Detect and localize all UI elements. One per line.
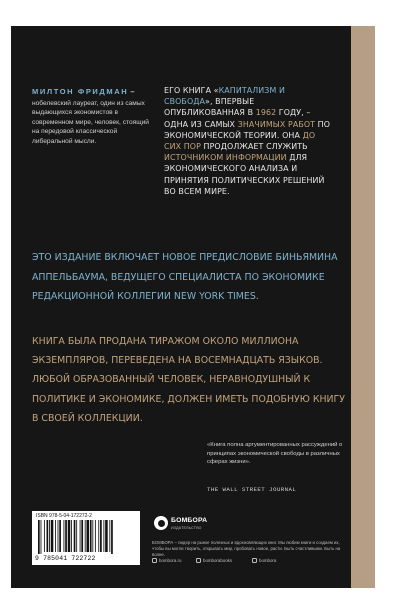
barcode-bar	[41, 520, 42, 554]
social-link-site[interactable]: bombora.ru	[152, 558, 181, 563]
back-cover	[11, 26, 351, 588]
vk-icon	[196, 558, 201, 563]
barcode-bar	[105, 520, 108, 552]
barcode-bar	[74, 520, 76, 552]
about-book: ЕГО КНИГА «КАПИТАЛИЗМ И СВОБОДА», ВПЕРВЫЕ ОПУБЛИКОВАННАЯ В 1962 ГОДУ, – ОДНА ИЗ САМЫХ ЗНАЧИМЫХ РАБОТ ПО ЭКОНОМИЧЕСКОЙ ТЕОРИИ. ОНА ДО СИХ ПОР ПРОДОЛЖАЕТ СЛУЖИТЬ ИСТОЧНИКОМ ИНФОРМАЦИИ ДЛЯ ЭКОНОМИЧЕСКОГО АНАЛИЗА И ПРИНЯТИЯ ПОЛИТИЧЕСКИХ РЕШЕНИЙ ВО ВСЕМ МИРЕ.	[164, 86, 331, 196]
barcode-bar	[38, 520, 40, 554]
book-title: КАПИТАЛИЗМ И СВОБОДА	[164, 86, 285, 107]
barcode-bar	[111, 520, 113, 554]
social-link-vk[interactable]: bomborabooks	[196, 558, 232, 563]
globe-icon	[152, 558, 157, 563]
review-source: THE WALL STREET JOURNAL	[207, 486, 297, 493]
barcode-bar	[47, 520, 49, 552]
barcode-bar	[86, 520, 89, 552]
barcode-number: 9 785041 722722	[35, 555, 96, 562]
review-quote: «Книга полна аргументированных рассуждений о принципах экономической свободы в различных сферах жизни».	[207, 442, 343, 466]
book-spine	[351, 26, 375, 588]
barcode-bar	[95, 520, 96, 552]
barcode-bar	[76, 520, 77, 552]
barcode-bar	[81, 520, 83, 552]
barcode-bar	[59, 520, 61, 552]
barcode-bar	[44, 520, 45, 552]
barcode-bar	[55, 520, 56, 552]
author-description: нобелевский лауреат, один из самых выдающихся экономистов в современном мире, человек, стоящий на передовой классической либеральной мысли.	[32, 100, 149, 145]
barcode-bar	[90, 520, 92, 552]
barcode-bar	[98, 520, 99, 552]
publisher-logo-icon	[154, 516, 168, 530]
publisher-name: БОМБОРА	[171, 517, 208, 524]
barcode-bar	[68, 520, 71, 552]
barcode-bar	[92, 520, 93, 552]
publication-year: 1962	[255, 108, 277, 118]
social-link-telegram[interactable]: bombora	[252, 558, 276, 563]
barcode-bar	[49, 520, 50, 552]
telegram-icon	[252, 558, 257, 563]
barcode-bar	[85, 520, 86, 552]
sales-note: КНИГА БЫЛА ПРОДАНА ТИРАЖОМ ОКОЛО МИЛЛИОНА ЭКЗЕМПЛЯРОВ, ПЕРЕВЕДЕНА НА ВОСЕМНАДЦАТЬ ЯЗЫКОВ. ЛЮБОЙ ОБРАЗОВАННЫЙ ЧЕЛОВЕК, НЕРАВНОДУШНЫЙ К ПОЛИТИКЕ И ЭКОНОМИКЕ, ДОЛЖЕН ИМЕТЬ ПОДОБНУЮ КНИГУ В СВОЕЙ КОЛЛЕКЦИИ.	[32, 336, 345, 424]
barcode-bar	[71, 520, 72, 552]
barcode	[38, 520, 134, 554]
barcode-block	[32, 511, 140, 565]
barcode-bar	[103, 520, 104, 552]
barcode-bar	[58, 520, 59, 552]
barcode-bar	[80, 520, 81, 552]
barcode-bar	[64, 520, 65, 552]
barcode-bar	[51, 520, 54, 552]
publisher-subtitle: ИЗДАТЕЛЬСТВО	[171, 526, 202, 530]
author-name: МИЛТОН ФРИДМАН –	[32, 87, 135, 96]
isbn-text: ISBN 978-5-04-172272-2	[36, 513, 92, 519]
barcode-bar	[100, 520, 102, 552]
publisher-description: БОМБОРА – лидер на рынке полезных и вдохновляющих книг. Мы любим книги и создаем их, чтобы вы могли творить, открывать мир, пробовать новое, расти. Быть счастливыми. Быть на волне.	[152, 540, 341, 557]
barcode-bar	[65, 520, 67, 552]
barcode-bar	[109, 520, 110, 552]
publisher-logo	[152, 511, 212, 537]
social-links	[152, 558, 351, 566]
preface-note: ЭТО ИЗДАНИЕ ВКЛЮЧАЕТ НОВОЕ ПРЕДИСЛОВИЕ БИНЬЯМИНА АППЕЛЬБАУМА, ВЕДУЩЕГО СПЕЦИАЛИСТА ПО ЭКОНОМИКЕ РЕДАКЦИОННОЙ КОЛЛЕГИИ NEW YORK TIMES.	[32, 252, 338, 302]
